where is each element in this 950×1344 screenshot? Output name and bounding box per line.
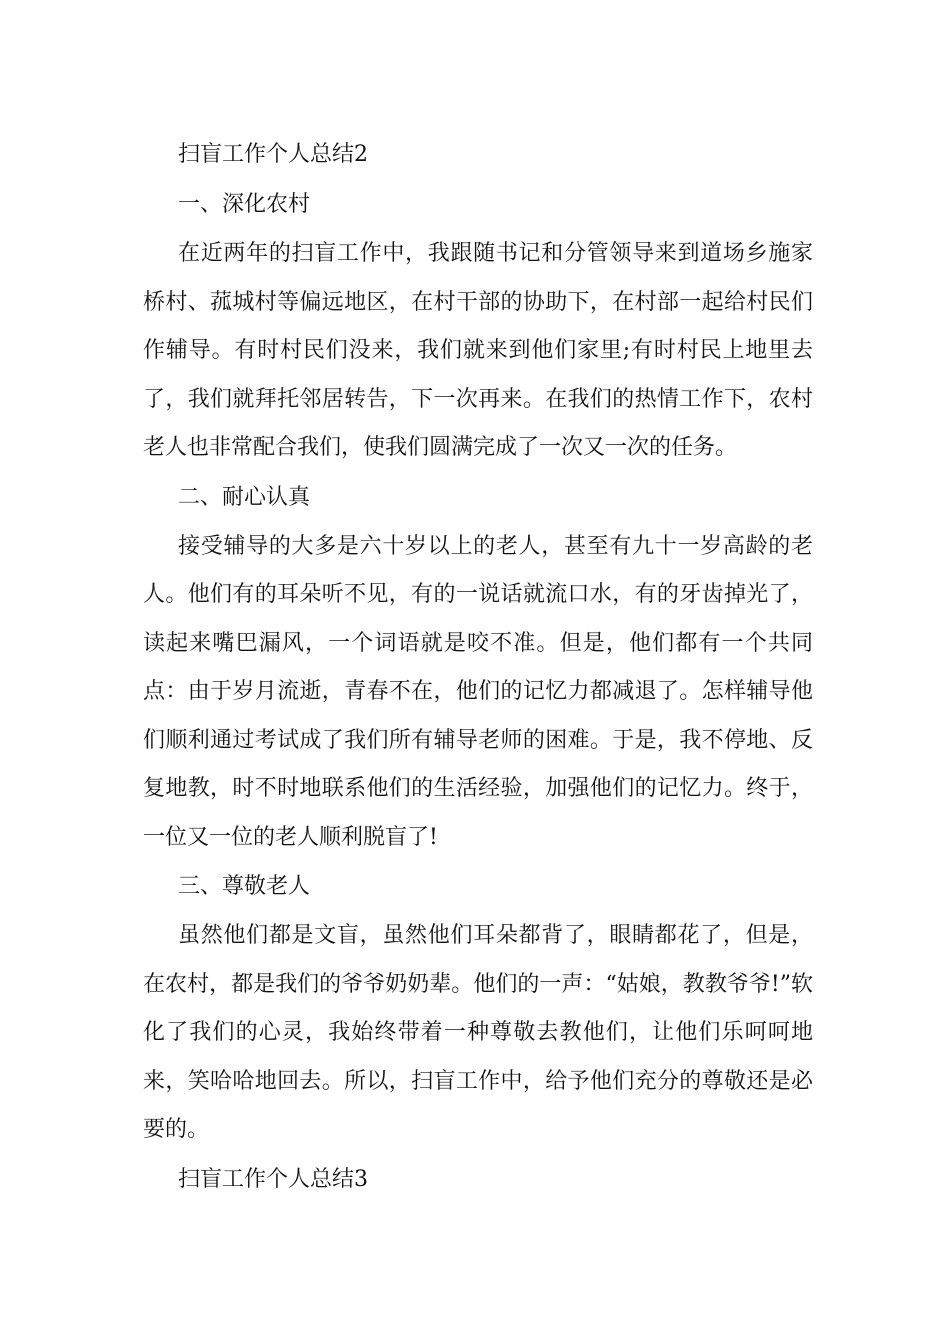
section-1-heading: 一、深化农村 [178,192,311,217]
section-1-paragraph: 在近两年的扫盲工作中，我跟随书记和分管领导来到道场乡施家桥村、菰城村等偏远地区，在村干部的协助下，在村部一起给村民们作辅导。有时村民们没来，我们就来到他们家里;有时村民上地里去了，我们就拜托邻居转告，下一次再来。在我们的热情工作下，农村老人也非常配合我们，使我们圆满完成了一次又一次的任务。 [143,241,813,460]
document-content [143,130,813,1205]
document-title-2: 扫盲工作个人总结2 [178,142,368,167]
document-title-3: 扫盲工作个人总结3 [178,1166,368,1192]
section-2-heading: 二、耐心认真 [178,484,311,510]
section-2-paragraph: 接受辅导的大多是六十岁以上的老人，甚至有九十一岁高龄的老人。他们有的耳朵听不见，有的一说话就流口水，有的牙齿掉光了，读起来嘴巴漏风，一个词语就是咬不准。但是，他们都有一个共同点：由于岁月流逝，青春不在，他们的记忆力都减退了。怎样辅导他们顺利通过考试成了我们所有辅导老师的困难。于是，我不停地、反复地教，时不时地联系他们的生活经验，加强他们的记忆力。终于，一位又一位的老人顺利脱盲了! [143,533,813,850]
section-3-paragraph: 虽然他们都是文盲，虽然他们耳朵都背了，眼睛都花了，但是，在农村，都是我们的爷爷奶奶辈。他们的一声：“姑娘，教教爷爷!”软化了我们的心灵，我始终带着一种尊敬去教他们，让他们乐呵呵地来，笑哈哈地回去。所以，扫盲工作中，给予他们充分的尊敬还是必要的。 [143,923,813,1142]
section-3-heading: 三、尊敬老人 [178,874,311,899]
